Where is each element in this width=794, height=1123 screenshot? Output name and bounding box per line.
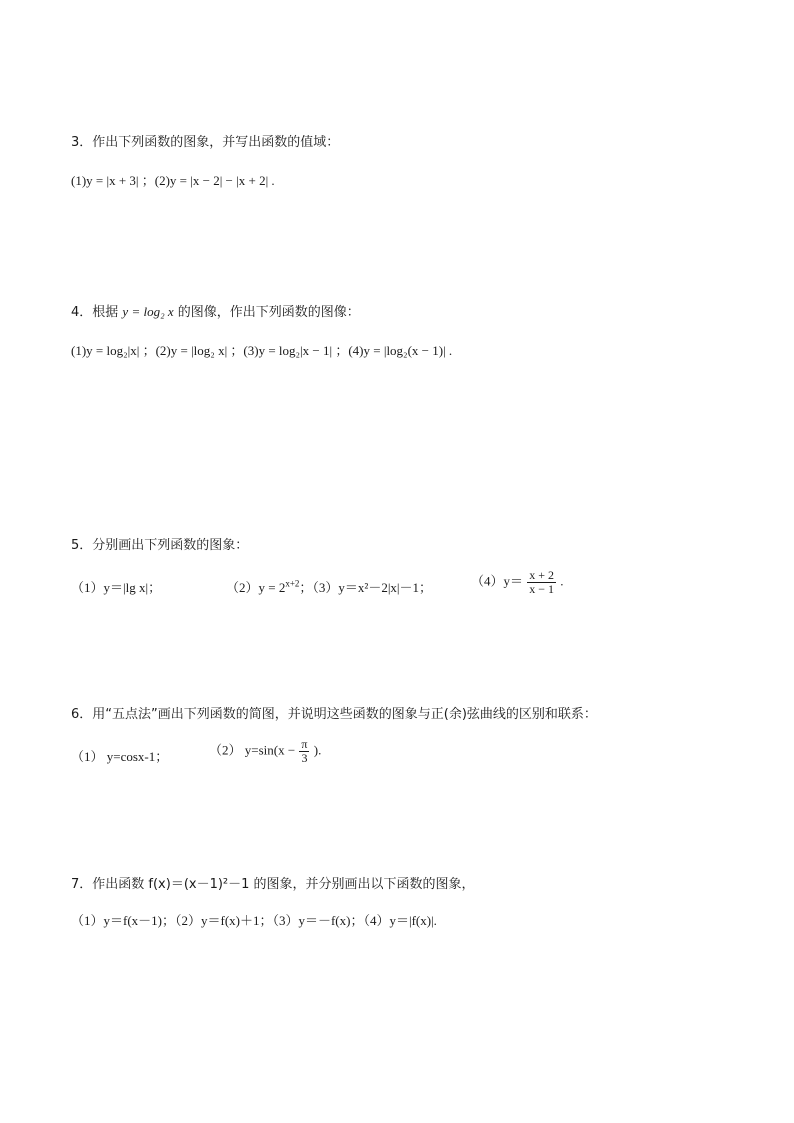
problem-3-prompt: 3．作出下列函数的图象，并写出函数的值域：: [71, 135, 340, 150]
problem-7: [71, 876, 751, 929]
problem-5-part-4-denominator: x − 1: [529, 582, 555, 596]
problem-6-part-2-post: ).: [313, 742, 322, 758]
problem-4-prompt: [71, 303, 751, 322]
problem-5-parts: [71, 568, 751, 599]
problem-6-prompt: 6．用“五点法”画出下列函数的简图，并说明这些函数的图象与正(余)弦曲线的区别和联系：: [71, 707, 597, 722]
problem-6-parts: [71, 737, 751, 772]
problem-4-prompt-pre: 4．根据: [71, 305, 119, 320]
problem-7-prompt: 7．作出函数 f(x)＝(x－1)²－1 的图象，并分别画出以下函数的图象，: [71, 877, 475, 892]
problem-6: [71, 706, 751, 772]
problem-5-part-4-pre: （4）y＝: [471, 573, 524, 589]
problem-3: [71, 134, 751, 189]
problem-7-parts: （1）y＝f(x－1)；（2）y＝f(x)＋1；（3）y＝－f(x)；（4）y＝|f(x)|.: [71, 913, 437, 928]
problem-6-part-2-fraction: [299, 738, 309, 765]
problem-5-part-4-fraction: [527, 569, 556, 596]
problem-5-part-4-post: .: [560, 573, 564, 589]
problem-6-part-2: [209, 738, 321, 765]
problem-5: [71, 537, 751, 599]
problem-3-parts: (1)y = |x + 3| ；(2)y = |x − 2| − |x + 2| .: [71, 173, 275, 188]
problem-6-part-2-pre: （2） y=sin(x −: [209, 742, 296, 758]
problem-5-part-2-3-rest: ；（3）y＝x²－2|x|－1；: [299, 580, 433, 595]
problem-4: [71, 303, 751, 359]
problem-4-prompt-math: y = log₂ x: [122, 304, 174, 319]
problem-5-part-4: [471, 569, 564, 596]
problem-5-part-2-base: （2）y = 2: [226, 580, 286, 595]
problem-4-parts: (1)y = log₂|x| ；(2)y = |log₂ x| ；(3)y = log₂|x − 1| ；(4)y = |log₂(x − 1)| .: [71, 343, 453, 358]
problem-6-part-2-numerator: π: [301, 737, 308, 751]
problem-5-prompt: 5．分别画出下列函数的图象：: [71, 538, 249, 553]
problem-5-part-4-numerator: x + 2: [529, 568, 555, 582]
problem-6-part-1: （1） y=cosx-1；: [71, 749, 169, 764]
problem-4-prompt-post: 的图像，作出下列函数的图像：: [177, 305, 360, 320]
problem-5-part-1: （1）y＝|lg x|；: [71, 580, 162, 595]
problem-6-part-2-denominator: 3: [301, 751, 308, 765]
problem-5-part-2-exponent: x+2: [285, 578, 300, 589]
problem-5-part-2-3: [226, 577, 432, 596]
